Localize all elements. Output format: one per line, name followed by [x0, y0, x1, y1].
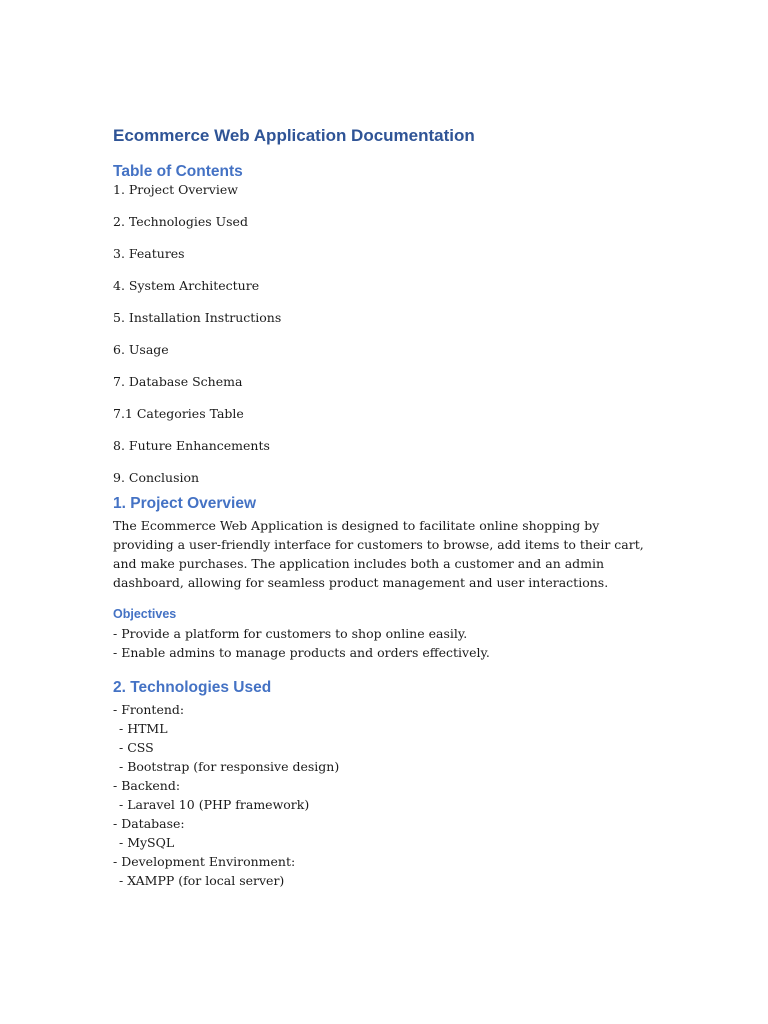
toc-item: 6. Usage: [113, 342, 169, 357]
toc-item: 7. Database Schema: [113, 374, 243, 389]
objective-item: - Provide a platform for customers to shop online easily.: [113, 626, 468, 641]
toc-item: 4. System Architecture: [113, 278, 260, 293]
project-overview-paragraph: The Ecommerce Web Application is designed to facilitate online shopping by providing a user-friendly interface for customers to browse, add items to their cart, and make purchases. The application includes both a customer and an admin dashboard, allowing for seamless product management and user interactions.: [113, 518, 644, 590]
toc-item: 7.1 Categories Table: [113, 406, 244, 421]
document-title: Ecommerce Web Application Documentation: [113, 126, 475, 145]
technologies-heading: 2. Technologies Used: [113, 679, 272, 696]
technology-item: - CSS: [119, 740, 154, 755]
technology-item: - Bootstrap (for responsive design): [119, 759, 340, 774]
technology-category: - Database:: [113, 816, 185, 831]
project-overview-heading: 1. Project Overview: [113, 495, 257, 512]
technology-item: - HTML: [119, 721, 168, 736]
technology-category: - Development Environment:: [113, 854, 296, 869]
technology-item: - MySQL: [119, 835, 175, 850]
toc-item: 8. Future Enhancements: [113, 438, 270, 453]
document-body: [113, 124, 658, 890]
technologies-list: [113, 700, 658, 890]
toc-item: 5. Installation Instructions: [113, 310, 282, 325]
objectives-list: [113, 624, 658, 662]
toc-item: 3. Features: [113, 246, 185, 261]
objective-item: - Enable admins to manage products and orders effectively.: [113, 645, 490, 660]
toc-item: 1. Project Overview: [113, 182, 238, 197]
technology-item: - XAMPP (for local server): [119, 873, 285, 888]
technology-item: - Laravel 10 (PHP framework): [119, 797, 310, 812]
objectives-heading: Objectives: [113, 607, 177, 621]
toc-item: 2. Technologies Used: [113, 214, 248, 229]
toc-heading: Table of Contents: [113, 163, 243, 180]
technology-category: - Backend:: [113, 778, 181, 793]
toc-list: [113, 182, 658, 488]
toc-item: 9. Conclusion: [113, 470, 200, 485]
technology-category: - Frontend:: [113, 702, 185, 717]
